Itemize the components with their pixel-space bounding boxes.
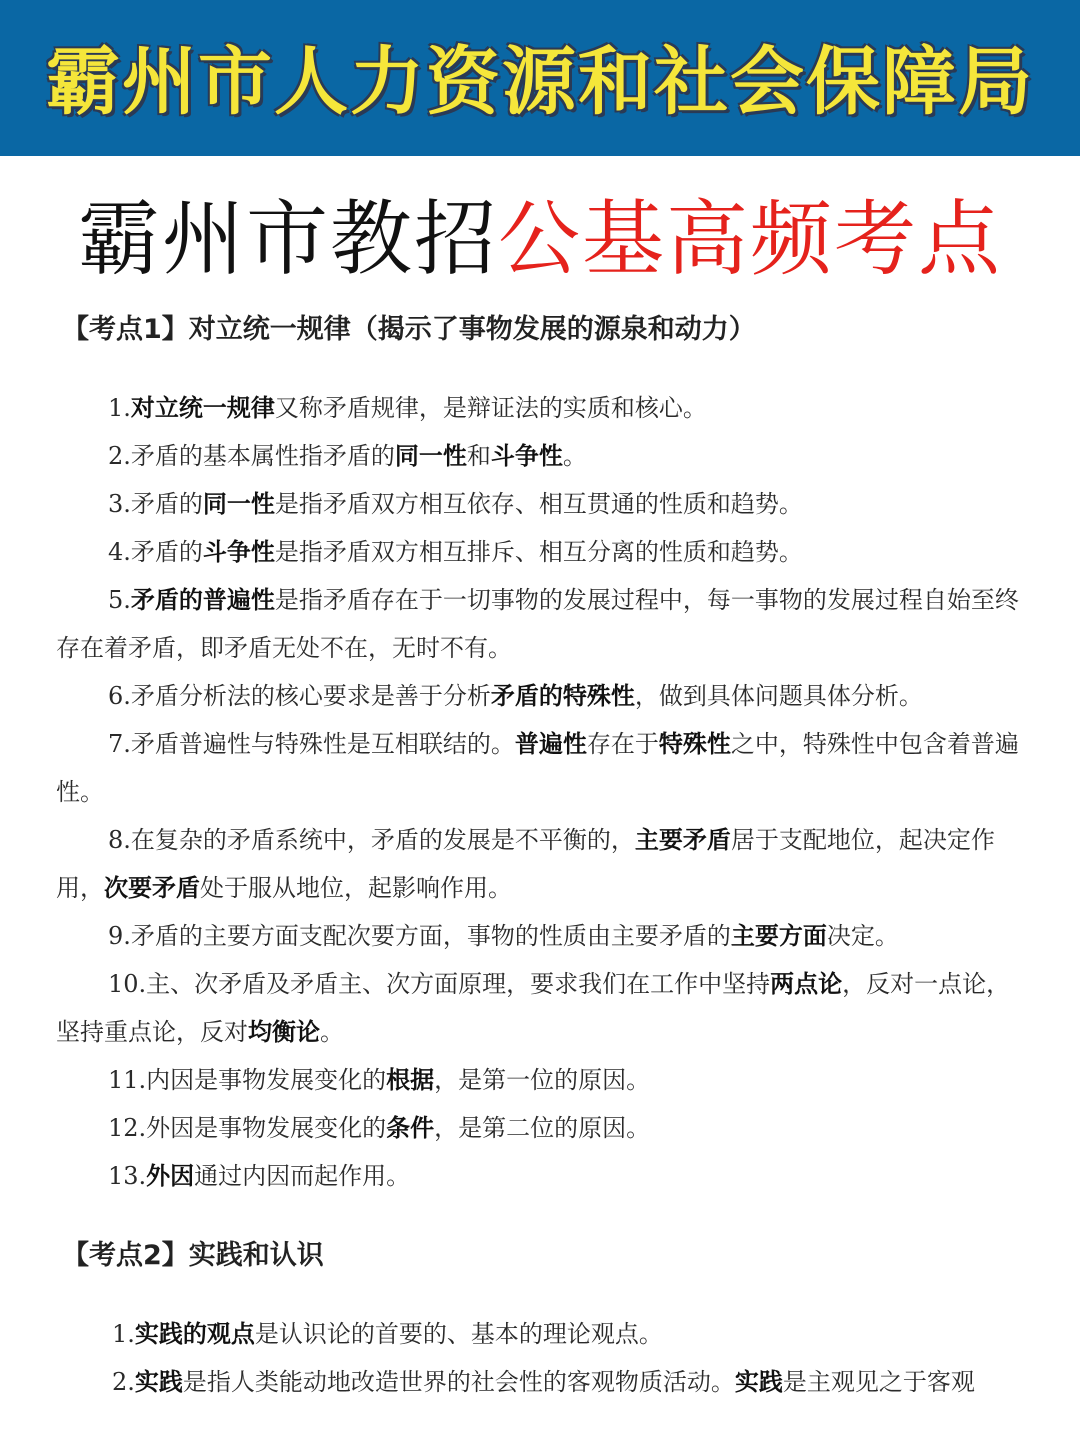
list-item: 2.矛盾的基本属性指矛盾的同一性和斗争性。	[108, 441, 587, 470]
list-item: 8.在复杂的矛盾系统中，矛盾的发展是不平衡的，主要矛盾居于支配地位，起决定作用，次要矛盾处于服从地位，起影响作用。	[56, 825, 995, 902]
banner-title: 霸州市人力资源和社会保障局	[46, 39, 1034, 125]
list-item: 11.内因是事物发展变化的根据，是第一位的原因。	[108, 1065, 651, 1094]
list-item: 12.外因是事物发展变化的条件，是第二位的原因。	[108, 1113, 651, 1142]
list-item: 7.矛盾普遍性与特殊性是互相联结的。普遍性存在于特殊性之中，特殊性中包含着普遍性。	[56, 729, 1019, 806]
list-item: 10.主、次矛盾及矛盾主、次方面原理，要求我们在工作中坚持两点论，反对一点论，坚持重点论，反对均衡论。	[56, 969, 1011, 1046]
section-1-heading: 【考点1】对立统一规律（揭示了事物发展的源泉和动力）	[62, 314, 756, 345]
list-item: 5.矛盾的普遍性是指矛盾存在于一切事物的发展过程中，每一事物的发展过程自始至终存在着矛盾，即矛盾无处不在，无时不有。	[56, 585, 1019, 662]
page-subtitle	[0, 190, 1080, 290]
subtitle-red-part: 公基高频考点	[498, 192, 1003, 287]
list-item: 4.矛盾的斗争性是指矛盾双方相互排斥、相互分离的性质和趋势。	[108, 537, 803, 566]
list-item: 3.矛盾的同一性是指矛盾双方相互依存、相互贯通的性质和趋势。	[108, 489, 803, 518]
list-item: 9.矛盾的主要方面支配次要方面，事物的性质由主要矛盾的主要方面决定。	[108, 921, 899, 950]
header-banner	[0, 0, 1080, 156]
list-item: 6.矛盾分析法的核心要求是善于分析矛盾的特殊性，做到具体问题具体分析。	[108, 681, 923, 710]
list-item: 1.实践的观点是认识论的首要的、基本的理论观点。	[112, 1319, 663, 1348]
list-item: 13.外因通过内因而起作用。	[108, 1161, 411, 1190]
list-item: 1.对立统一规律又称矛盾规律，是辩证法的实质和核心。	[108, 393, 707, 422]
list-item: 2.实践是指人类能动地改造世界的社会性的客观物质活动。实践是主观见之于客观	[112, 1367, 975, 1396]
subtitle-black-part: 霸州市教招	[77, 192, 498, 287]
section-2-heading: 【考点2】实践和认识	[62, 1240, 324, 1271]
